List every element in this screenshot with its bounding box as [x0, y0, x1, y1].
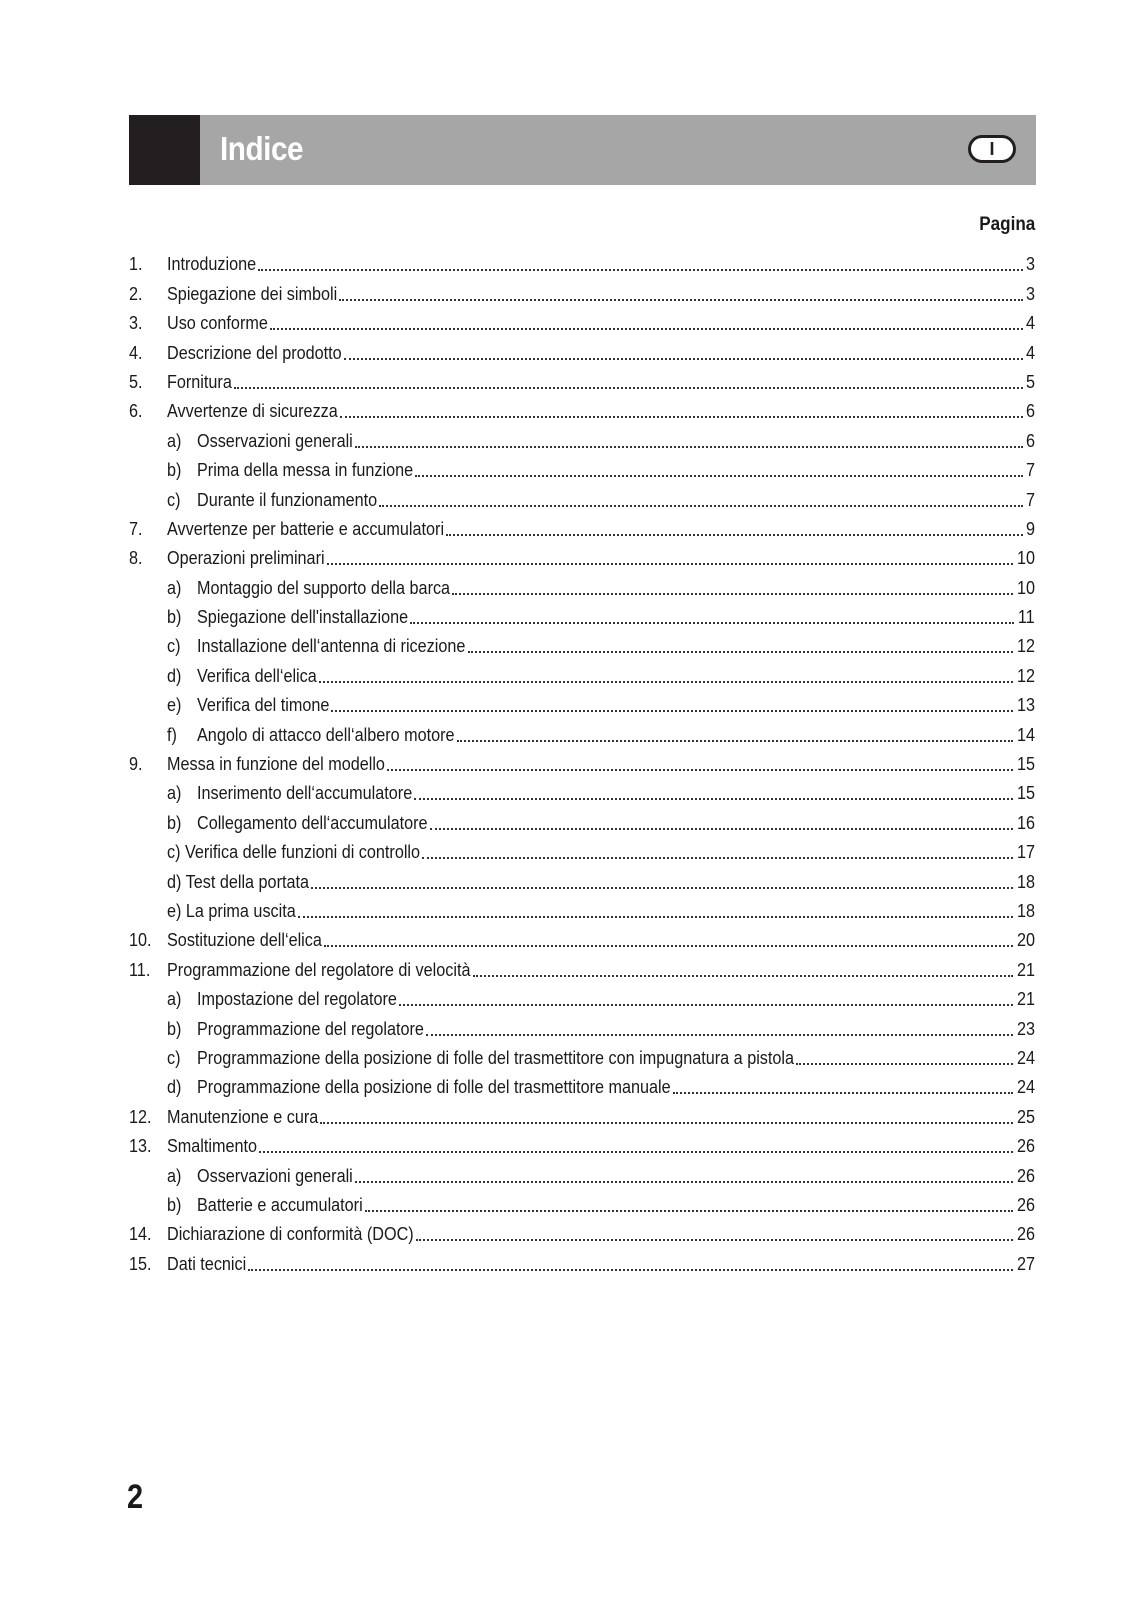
toc-dot-leader: [410, 622, 1015, 624]
toc-entry-page: 14: [1016, 724, 1035, 745]
toc-dot-leader: [452, 593, 1013, 595]
toc-entry-letter: a): [167, 577, 182, 598]
toc-entry[interactable]: [129, 1219, 1035, 1248]
toc-entry-page: 9: [1025, 518, 1035, 539]
toc-entry-page: 3: [1025, 283, 1035, 304]
toc-dot-leader: [311, 887, 1013, 889]
toc-entry[interactable]: [129, 1101, 1035, 1130]
toc-entry[interactable]: [129, 631, 1035, 660]
toc-entry[interactable]: [129, 660, 1035, 689]
toc-entry[interactable]: [129, 749, 1035, 778]
toc-entry-line: [167, 694, 1035, 716]
toc-entry-text: Programmazione del regolatore di velocità: [167, 959, 471, 980]
toc-entry-line: [167, 724, 1035, 746]
toc-entry-label: [167, 812, 428, 834]
toc-entry[interactable]: [129, 602, 1035, 631]
toc-entry-label: [167, 430, 353, 452]
toc-entry-page: 26: [1016, 1194, 1035, 1215]
toc-entry-number: 4.: [129, 342, 143, 363]
toc-dot-leader: [248, 1269, 1013, 1271]
toc-entry-line: [167, 1047, 1035, 1069]
toc-entry-line: [167, 606, 1035, 628]
toc-entry-page: 7: [1025, 489, 1035, 510]
toc-entry[interactable]: [129, 396, 1035, 425]
toc-entry-letter: b): [167, 460, 182, 481]
toc-entry-text: Fornitura: [167, 371, 232, 392]
toc-entry-line: [167, 283, 1035, 305]
toc-entry-page: 24: [1016, 1047, 1035, 1068]
toc-entry-page: 15: [1016, 754, 1035, 775]
toc-dot-leader: [457, 740, 1013, 742]
toc-entry-line: [167, 959, 1035, 981]
toc-entry-label: [167, 253, 256, 275]
toc-entry-letter: b): [167, 607, 182, 628]
toc-entry-number: 13.: [129, 1136, 152, 1157]
toc-entry-number: 14.: [129, 1224, 152, 1245]
toc-dot-leader: [355, 1181, 1013, 1183]
toc-entry-label: [167, 1018, 424, 1040]
toc-entry-text: Descrizione del prodotto: [167, 342, 342, 363]
toc-entry-line: [167, 1165, 1035, 1187]
toc-entry[interactable]: [129, 807, 1035, 836]
toc-entry-label: [167, 1106, 318, 1128]
toc-entry-label: [167, 1076, 671, 1098]
toc-entry-text: Smaltimento: [167, 1136, 258, 1157]
toc-dot-leader: [446, 534, 1023, 536]
toc-entry-page: 12: [1016, 665, 1035, 686]
toc-dot-leader: [258, 269, 1023, 271]
toc-dot-leader: [319, 681, 1013, 683]
toc-entry-number: 12.: [129, 1106, 152, 1127]
toc-entry-letter: a): [167, 430, 182, 451]
toc-entry-text: Programmazione del regolatore: [197, 1018, 424, 1039]
toc-dot-leader: [796, 1063, 1013, 1065]
toc-entry[interactable]: [129, 719, 1035, 748]
toc-entry-line: [167, 342, 1035, 364]
toc-entry-letter: e): [167, 695, 182, 716]
toc-entry-page: 4: [1025, 342, 1035, 363]
toc-entry-line: [167, 1076, 1035, 1098]
toc-entry-line: [167, 900, 1035, 922]
toc-entry-label: [167, 988, 397, 1010]
page-number: 2: [127, 1478, 144, 1516]
toc-entry-page: 3: [1025, 254, 1035, 275]
toc-dot-leader: [320, 1122, 1013, 1124]
toc-entry-text: Verifica dell‘elica: [197, 665, 317, 686]
toc-entry[interactable]: [129, 367, 1035, 396]
toc-entry-label: [167, 459, 413, 481]
toc-entry-page: 12: [1016, 636, 1035, 657]
toc-entry-letter: b): [167, 1194, 182, 1215]
toc-entry-text: Osservazioni generali: [197, 430, 353, 451]
toc-entry-number: 8.: [129, 548, 143, 569]
toc-entry-label: [167, 929, 322, 951]
toc-entry-text: Programmazione della posizione di folle del trasmettitore con impugnatura a pistola: [197, 1047, 795, 1068]
toc-entry-line: [167, 547, 1035, 569]
toc-entry-letter: c): [167, 489, 181, 510]
toc-entry-line: [167, 929, 1035, 951]
toc-entry-page: 13: [1016, 695, 1035, 716]
toc-entry[interactable]: [129, 514, 1035, 543]
toc-dot-leader: [387, 769, 1013, 771]
toc-entry-label: [167, 1165, 353, 1187]
toc-entry-number: 3.: [129, 313, 143, 334]
toc-entry-number: 5.: [129, 371, 143, 392]
toc-entry[interactable]: [129, 866, 1035, 895]
toc-entry-line: [167, 812, 1035, 834]
toc-entry-label: [167, 606, 408, 628]
toc-dot-leader: [468, 651, 1013, 653]
toc-entry-text: e) La prima uscita: [167, 900, 296, 921]
toc-dot-leader: [259, 1151, 1013, 1153]
toc-entry-page: 27: [1016, 1253, 1035, 1274]
toc-entry-text: Dati tecnici: [167, 1253, 247, 1274]
toc-entry[interactable]: [129, 249, 1035, 278]
toc-dot-leader: [379, 505, 1023, 507]
toc-entry-page: 6: [1025, 401, 1035, 422]
toc-entry-page: 26: [1016, 1224, 1035, 1245]
toc-dot-leader: [414, 798, 1013, 800]
toc-entry-line: [167, 988, 1035, 1010]
toc-entry[interactable]: [129, 308, 1035, 337]
toc-entry[interactable]: [129, 925, 1035, 954]
toc-entry-text: Spiegazione dei simboli: [167, 283, 338, 304]
toc-entry[interactable]: [129, 543, 1035, 572]
toc-dot-leader: [339, 299, 1023, 301]
toc-entry-text: Verifica del timone: [197, 695, 330, 716]
toc-entry[interactable]: [129, 572, 1035, 601]
toc-entry-label: [167, 635, 466, 657]
page-column-label: Pagina: [978, 214, 1035, 235]
toc-entry-page: 18: [1016, 871, 1035, 892]
toc-entry[interactable]: [129, 896, 1035, 925]
toc-entry-label: [167, 577, 450, 599]
toc-entry-label: [167, 342, 342, 364]
toc-entry-letter: c): [167, 636, 181, 657]
toc-entry-line: [167, 1223, 1035, 1245]
toc-entry-label: [167, 312, 268, 334]
toc-entry-text: Avvertenze di sicurezza: [167, 401, 338, 422]
toc-entry-label: [167, 841, 420, 863]
toc-entry-line: [167, 371, 1035, 393]
toc-entry-letter: a): [167, 783, 182, 804]
toc-entry-text: c) Verifica delle funzioni di controllo: [167, 842, 421, 863]
toc-entry-page: 4: [1025, 313, 1035, 334]
toc-entry-line: [167, 312, 1035, 334]
toc-entry-label: [167, 1135, 257, 1157]
toc-entry-label: [167, 694, 329, 716]
toc-entry-letter: d): [167, 665, 182, 686]
toc-entry-letter: c): [167, 1047, 181, 1068]
toc-entry-text: Batterie e accumulatori: [197, 1194, 363, 1215]
toc-entry-text: d) Test della portata: [167, 871, 309, 892]
toc-entry-line: [167, 489, 1035, 511]
toc-entry-label: [167, 782, 412, 804]
toc-entry-text: Operazioni preliminari: [167, 548, 325, 569]
toc-entry-page: 5: [1025, 371, 1035, 392]
toc-entry[interactable]: [129, 1043, 1035, 1072]
toc-entry-page: 10: [1016, 548, 1035, 569]
toc-dot-leader: [426, 1034, 1013, 1036]
toc-entry-text: Inserimento dell‘accumulatore: [197, 783, 413, 804]
toc-entry-line: [167, 1018, 1035, 1040]
toc-entry[interactable]: [129, 455, 1035, 484]
language-badge: I: [968, 135, 1016, 163]
toc-entry-number: 7.: [129, 518, 143, 539]
toc-entry-letter: b): [167, 812, 182, 833]
header-black-block: [129, 115, 200, 185]
toc-entry[interactable]: [129, 778, 1035, 807]
toc-entry-page: 23: [1016, 1018, 1035, 1039]
toc-entry-line: [167, 577, 1035, 599]
toc-entry-page: 10: [1016, 577, 1035, 598]
toc-entry-line: [167, 782, 1035, 804]
toc-dot-leader: [415, 475, 1023, 477]
toc-dot-leader: [340, 416, 1023, 418]
toc-entry-line: [167, 1253, 1035, 1275]
toc-entry[interactable]: [129, 337, 1035, 366]
toc-entry-number: 15.: [129, 1253, 152, 1274]
toc-entry-line: [167, 1194, 1035, 1216]
toc-entry-label: [167, 959, 471, 981]
toc-entry-line: [167, 518, 1035, 540]
toc-dot-leader: [399, 1004, 1013, 1006]
toc-entry-line: [167, 841, 1035, 863]
toc-entry-text: Sostituzione dell‘elica: [167, 930, 322, 951]
toc-entry-label: [167, 1194, 363, 1216]
toc-entry-line: [167, 459, 1035, 481]
toc-entry-page: 20: [1016, 930, 1035, 951]
toc-entry-letter: d): [167, 1077, 182, 1098]
toc-entry[interactable]: [129, 1013, 1035, 1042]
toc-entry-line: [167, 871, 1035, 893]
toc-entry-line: [167, 665, 1035, 687]
toc-entry-number: 1.: [129, 254, 143, 275]
toc-entry-label: [167, 1223, 414, 1245]
toc-entry-page: 21: [1016, 959, 1035, 980]
toc-entry[interactable]: [129, 690, 1035, 719]
toc-entry[interactable]: [129, 425, 1035, 454]
toc-entry-text: Montaggio del supporto della barca: [197, 577, 451, 598]
toc-entry-letter: a): [167, 1165, 182, 1186]
toc-entry-page: 15: [1016, 783, 1035, 804]
toc-entry[interactable]: [129, 837, 1035, 866]
toc-entry[interactable]: [129, 1160, 1035, 1189]
toc-dot-leader: [422, 857, 1013, 859]
toc-dot-leader: [355, 446, 1023, 448]
toc-entry-label: [167, 371, 232, 393]
toc-dot-leader: [327, 563, 1013, 565]
toc-entry-label: [167, 753, 385, 775]
toc-entry[interactable]: [129, 1072, 1035, 1101]
toc-entry-label: [167, 547, 325, 569]
table-of-contents: [129, 249, 1035, 1278]
toc-entry-text: Spiegazione dell'installazione: [197, 607, 409, 628]
toc-entry-number: 11.: [129, 959, 151, 980]
toc-entry[interactable]: [129, 954, 1035, 983]
toc-entry-label: [167, 900, 296, 922]
toc-entry-letter: b): [167, 1018, 182, 1039]
toc-entry-label: [167, 518, 444, 540]
toc-entry-text: Durante il funzionamento: [197, 489, 378, 510]
toc-entry-line: [167, 400, 1035, 422]
toc-entry-text: Avvertenze per batterie e accumulatori: [167, 518, 445, 539]
toc-dot-leader: [365, 1210, 1013, 1212]
toc-entry-text: Messa in funzione del modello: [167, 754, 385, 775]
toc-entry-label: [167, 665, 317, 687]
toc-entry-number: 2.: [129, 283, 143, 304]
toc-entry-label: [167, 871, 309, 893]
toc-dot-leader: [673, 1092, 1013, 1094]
toc-dot-leader: [324, 945, 1013, 947]
toc-dot-leader: [270, 328, 1023, 330]
toc-entry-number: 6.: [129, 401, 143, 422]
toc-entry-line: [167, 1135, 1035, 1157]
toc-entry-line: [167, 753, 1035, 775]
toc-entry-line: [167, 1106, 1035, 1128]
toc-entry-page: 26: [1016, 1165, 1035, 1186]
toc-entry[interactable]: [129, 278, 1035, 307]
page-title: Indice: [220, 130, 304, 167]
toc-entry-text: Programmazione della posizione di folle del trasmettitore manuale: [197, 1077, 671, 1098]
toc-dot-leader: [430, 828, 1013, 830]
toc-entry-line: [167, 430, 1035, 452]
toc-entry-number: 9.: [129, 754, 143, 775]
toc-entry-text: Prima della messa in funzione: [197, 460, 414, 481]
toc-entry-page: 11: [1018, 607, 1035, 628]
toc-entry-text: Osservazioni generali: [197, 1165, 353, 1186]
toc-entry-label: [167, 400, 338, 422]
toc-entry-page: 21: [1016, 989, 1035, 1010]
toc-entry[interactable]: [129, 984, 1035, 1013]
toc-dot-leader: [331, 710, 1013, 712]
toc-entry-page: 6: [1025, 430, 1035, 451]
toc-entry[interactable]: [129, 1248, 1035, 1277]
toc-entry-letter: a): [167, 989, 182, 1010]
toc-entry-text: Installazione dell‘antenna di ricezione: [197, 636, 466, 657]
toc-entry-label: [167, 489, 377, 511]
toc-entry-page: 26: [1016, 1136, 1035, 1157]
toc-dot-leader: [298, 916, 1013, 918]
toc-dot-leader: [416, 1239, 1013, 1241]
toc-entry-label: [167, 1253, 246, 1275]
toc-entry-page: 18: [1016, 900, 1035, 921]
header-bar: [129, 115, 1036, 185]
toc-entry-page: 7: [1025, 460, 1035, 481]
toc-entry-label: [167, 283, 337, 305]
toc-entry[interactable]: [129, 484, 1035, 513]
toc-entry-label: [167, 1047, 794, 1069]
toc-entry-number: 10.: [129, 930, 152, 951]
toc-entry[interactable]: [129, 1190, 1035, 1219]
toc-entry-line: [167, 253, 1035, 275]
toc-entry-label: [167, 724, 455, 746]
toc-entry[interactable]: [129, 1131, 1035, 1160]
toc-entry-line: [167, 635, 1035, 657]
toc-dot-leader: [344, 358, 1023, 360]
toc-entry-text: Collegamento dell‘accumulatore: [197, 812, 428, 833]
toc-entry-page: 16: [1016, 812, 1035, 833]
toc-entry-page: 24: [1016, 1077, 1035, 1098]
toc-entry-text: Dichiarazione di conformità (DOC): [167, 1224, 414, 1245]
toc-entry-text: Impostazione del regolatore: [197, 989, 397, 1010]
toc-entry-letter: f): [167, 724, 177, 745]
toc-entry-page: 17: [1016, 842, 1035, 863]
toc-entry-text: Introduzione: [167, 254, 257, 275]
toc-entry-page: 25: [1016, 1106, 1035, 1127]
toc-entry-text: Manutenzione e cura: [167, 1106, 319, 1127]
toc-dot-leader: [473, 975, 1013, 977]
toc-entry-text: Angolo di attacco dell‘albero motore: [197, 724, 455, 745]
toc-dot-leader: [234, 387, 1023, 389]
toc-entry-text: Uso conforme: [167, 313, 268, 334]
